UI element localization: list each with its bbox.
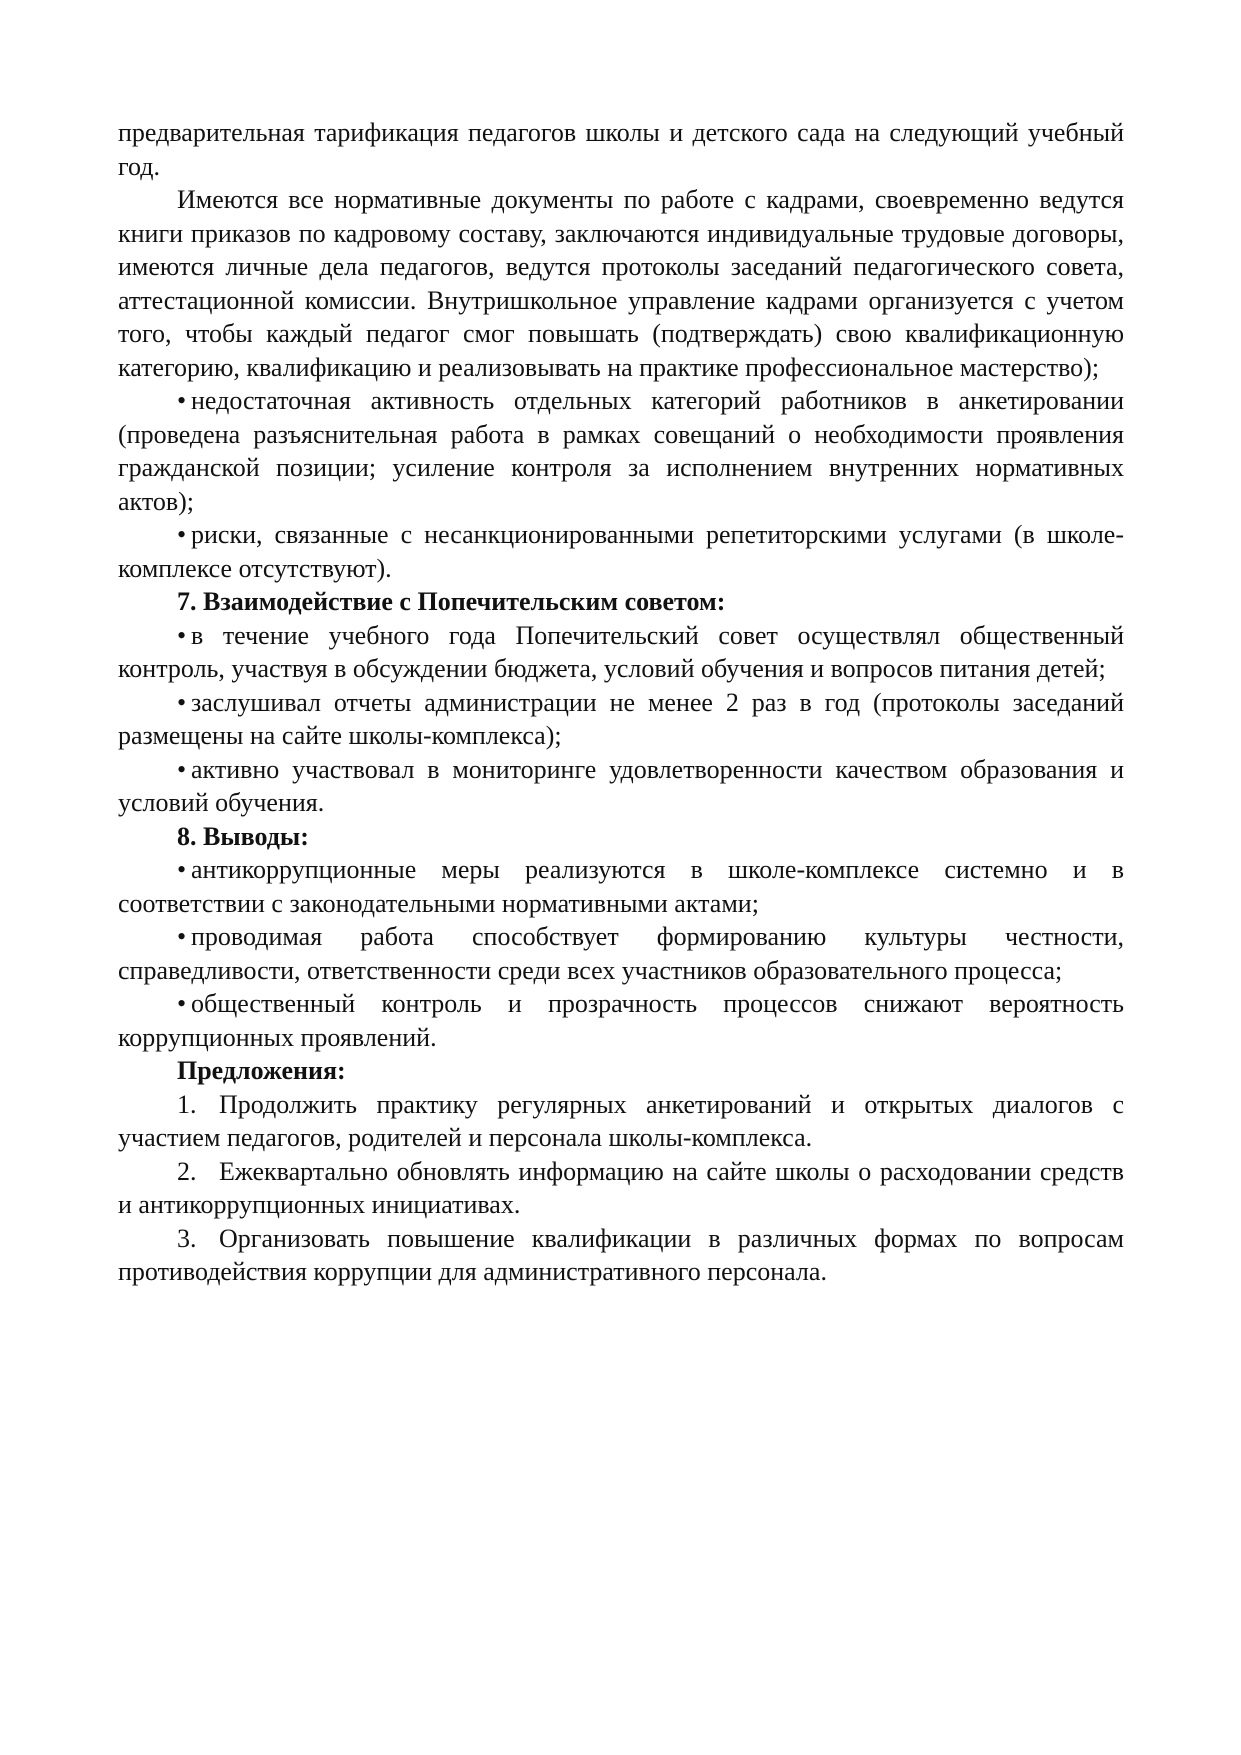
numbered-item: 2. Ежеквартально обновлять информацию на сайте школы о расходовании средств и антикоррупционных инициативах.: [118, 1156, 1124, 1219]
section-heading-trustee-board: 7. Взаимодействие с Попечительским советом:: [177, 587, 726, 616]
item-number: 2.: [177, 1156, 197, 1186]
section-heading-proposals: Предложения:: [177, 1056, 346, 1085]
item-number: 1.: [177, 1089, 197, 1119]
numbered-item: 3. Организовать повышение квалификации в различных формах по вопросам противодействия коррупции для административного персонала.: [118, 1223, 1124, 1286]
bullet-icon: •: [177, 754, 187, 784]
section-heading-conclusions: 8. Выводы:: [177, 821, 309, 851]
list-item: • риски, связанные с несанкционированными репетиторскими услугами (в школе-комплексе отсутствуют).: [118, 520, 1124, 583]
bullet-icon: •: [177, 520, 187, 549]
list-item: • общественный контроль и прозрачность процессов снижают вероятность коррупционных проявлений.: [118, 989, 1124, 1052]
bullet-icon: •: [177, 989, 187, 1018]
list-item: • в течение учебного года Попечительский совет осуществлял общественный контроль, участвуя в обсуждении бюджета, условий обучения и вопросов питания детей;: [118, 620, 1124, 683]
bullet-icon: •: [177, 386, 187, 415]
bullet-icon: •: [177, 855, 187, 884]
list-item: • недостаточная активность отдельных категорий работников в анкетировании (проведена разъяснительная работа в рамках совещаний о необходимости проявления гражданской позиции; усиление контроля за исполнением внутренних нормативных актов);: [118, 386, 1124, 516]
numbered-item: 1. Продолжить практику регулярных анкетирований и открытых диалогов с участием педагогов, родителей и персонала школы-комплекса.: [118, 1089, 1124, 1152]
continuation-paragraph: предварительная тарификация педагогов школы и детского сада на следующий учебный год.: [118, 118, 1124, 181]
list-item: • проводимая работа способствует формированию культуры честности, справедливости, ответственности среди всех участников образовательного процесса;: [118, 922, 1124, 985]
personnel-paragraph: Имеются все нормативные документы по работе с кадрами, своевременно ведутся книги приказов по кадровому составу, заключаются индивидуальные трудовые договоры, имеются личные дела педагогов, ведутся протоколы заседаний педагогического совета, аттестационной комиссии. Внутришкольное управление кадрами организуется с учетом того, чтобы каждый педагог смог повышать (подтверждать) свою квалификационную категорию, квалификацию и реализовывать на практике профессиональное мастерство);: [118, 185, 1124, 382]
bullet-icon: •: [177, 687, 187, 717]
list-item: • активно участвовал в мониторинге удовлетворенности качеством образования и условий обучения.: [118, 754, 1124, 817]
bullet-icon: •: [177, 922, 187, 951]
list-item: • заслушивал отчеты администрации не менее 2 раз в год (протоколы заседаний размещены на сайте школы-комплекса);: [118, 687, 1124, 750]
document-page: [118, 116, 1124, 1289]
bullet-icon: •: [177, 620, 187, 650]
item-number: 3.: [177, 1223, 197, 1253]
list-item: • антикоррупционные меры реализуются в школе-комплексе системно и в соответствии с законодательными нормативными актами;: [118, 855, 1124, 918]
